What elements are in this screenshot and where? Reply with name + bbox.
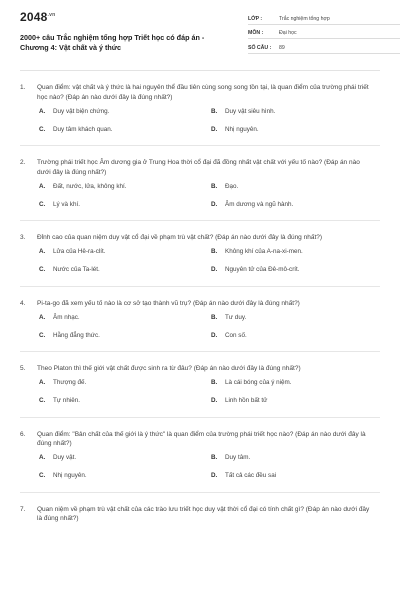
answer-option-b[interactable] [211,177,380,195]
option-text: Tất cả các đều sai [225,472,277,479]
option-text: Duy vật siêu hình. [225,107,276,115]
question-text: Quan điểm: "Bản chất của thế giới là ý thức" là quan điểm của trường phái triết học nào? (Đáp án nào dưới đây là đúng nhất?) [37,430,366,447]
answer-option-a[interactable] [39,102,211,120]
option-text: Nước của Ta-lét. [53,266,100,273]
question-text: Đỉnh cao của quan niệm duy vật cổ đại về phạm trù vật chất? (Đáp án nào dưới đây là đúng nhất?) [37,234,323,241]
question-number: 4. [20,299,26,307]
option-text: Duy tâm khách quan. [53,125,113,133]
answer-option-c[interactable] [39,261,211,279]
document-title: 2000+ câu Trắc nghiệm tổng hợp Triết học có đáp án - Chương 4: Vật chất và ý thức [20,33,205,52]
question-item [20,418,380,493]
answer-option-a[interactable] [39,177,211,195]
option-text: Tư duy. [225,313,247,321]
question-text: Theo Platon thì thế giới vật chất được sinh ra từ đâu? (Đáp án nào dưới đây là đúng nhất?) [37,365,301,372]
option-letter: A. [39,182,46,190]
question-text: Pi-ta-go đã xem yếu tố nào là cơ sở tạo thành vũ trụ? (Đáp án nào dưới đây là đúng nhất?) [37,299,300,307]
answer-option-d[interactable] [211,326,380,344]
option-letter: A. [39,379,46,386]
page-header [20,0,380,66]
option-letter: B. [211,248,218,255]
question-text: Trường phái triết học Âm dương gia ở Trung Hoa thời cổ đại đã đồng nhất vật chất với yếu tố nào? (Đáp án nào dưới đây là đúng nhất?) [37,159,360,176]
option-letter: B. [211,379,218,386]
option-letter: B. [211,313,218,321]
meta-row-class [248,10,400,25]
option-text: Nhị nguyên. [225,125,259,133]
option-text: Nhị nguyên. [53,472,87,479]
answer-option-c[interactable] [39,467,211,485]
option-text: Duy tâm. [225,454,251,461]
option-letter: C. [39,200,46,208]
answer-options [39,177,380,213]
answer-options [39,449,380,485]
answer-option-d[interactable] [211,467,380,485]
answer-options [39,243,380,279]
question-item [20,493,380,531]
option-text: Âm nhạc. [53,313,80,321]
answer-option-c[interactable] [39,392,211,410]
answer-option-a[interactable] [39,374,211,392]
question-item [20,146,380,221]
option-letter: D. [211,125,218,133]
option-letter: C. [39,472,46,479]
option-letter: B. [211,454,218,461]
question-number: 1. [20,84,26,91]
option-letter: D. [211,266,218,273]
question-number: 6. [20,430,26,438]
answer-option-c[interactable] [39,195,211,213]
option-letter: D. [211,200,218,208]
option-letter: C. [39,331,46,339]
answer-option-c[interactable] [39,120,211,138]
option-text: Con số. [225,331,247,339]
answer-options [39,102,380,138]
question-text: Quan điểm: vật chất và ý thức là hai nguyên thể đầu tiên cùng song song tồn tại, là quan điểm của trường phái triết học nào? (Đáp án nào dưới đây là đúng nhất?) [37,84,369,101]
meta-label-subject: MÔN : [248,30,264,36]
option-letter: A. [39,313,46,321]
option-text: Linh hồn bất tử [225,397,268,404]
answer-option-b[interactable] [211,449,380,467]
answer-options [39,374,380,410]
option-text: Nguyên tử của Đê-mô-crít. [225,266,300,273]
answer-option-b[interactable] [211,308,380,326]
option-text: Là cái bóng của ý niệm. [225,379,292,386]
answer-option-b[interactable] [211,374,380,392]
option-letter: A. [39,454,46,461]
option-letter: C. [39,266,46,273]
question-item [20,287,380,353]
question-number: 7. [20,505,26,513]
question-number: 5. [20,365,26,372]
option-letter: D. [211,472,218,479]
option-text: Thượng đế. [53,379,87,386]
answer-options [39,308,380,344]
option-text: Lý và khí. [53,200,80,208]
logo-text: 2048 [20,10,48,24]
answer-option-a[interactable] [39,308,211,326]
answer-option-b[interactable] [211,243,380,261]
answer-option-d[interactable] [211,261,380,279]
option-text: Hằng đẳng thức. [53,331,100,339]
answer-option-d[interactable] [211,120,380,138]
question-item [20,352,380,418]
question-list [20,71,380,531]
question-item [20,221,380,287]
question-text: Quan niệm về phạm trù vật chất của các trào lưu triết học duy vật thời cổ đại có tính chất gì? (Đáp án nào dưới đây là đúng nhất?) [37,505,370,522]
option-letter: B. [211,182,218,190]
option-letter: A. [39,107,46,115]
quiz-meta [248,10,400,54]
option-letter: B. [211,107,218,115]
question-number: 3. [20,234,26,241]
answer-option-d[interactable] [211,195,380,213]
meta-row-subject [248,25,400,40]
option-letter: A. [39,248,46,255]
option-text: Duy vật. [53,454,77,461]
option-text: Đạo. [225,182,239,190]
answer-option-c[interactable] [39,326,211,344]
option-text: Tự nhiên. [53,397,80,404]
option-letter: C. [39,397,46,404]
logo-suffix: .vn [47,12,56,18]
option-text: Duy vật biện chứng. [53,107,110,115]
question-item [20,71,380,146]
option-text: Lửa của Hê-ra-clít. [53,248,106,255]
answer-option-a[interactable] [39,243,211,261]
meta-value-count: 89 [279,44,285,51]
meta-value-class: Trắc nghiệm tổng hợp [279,15,330,22]
question-number: 2. [20,159,26,166]
answer-option-b[interactable] [211,102,380,120]
meta-row-count [248,39,400,54]
answer-option-d[interactable] [211,392,380,410]
option-text: Không khí của A-na-xi-men. [225,248,303,255]
option-text: Âm dương và ngũ hành. [225,200,294,208]
answer-option-a[interactable] [39,449,211,467]
meta-label-class: LỚP : [248,15,263,22]
option-letter: D. [211,397,218,404]
option-letter: D. [211,331,218,339]
meta-value-subject: Đại học [279,30,297,36]
meta-label-count: SỐ CÂU : [248,44,272,51]
option-letter: C. [39,125,46,133]
option-text: Đất, nước, lửa, không khí. [53,182,127,190]
